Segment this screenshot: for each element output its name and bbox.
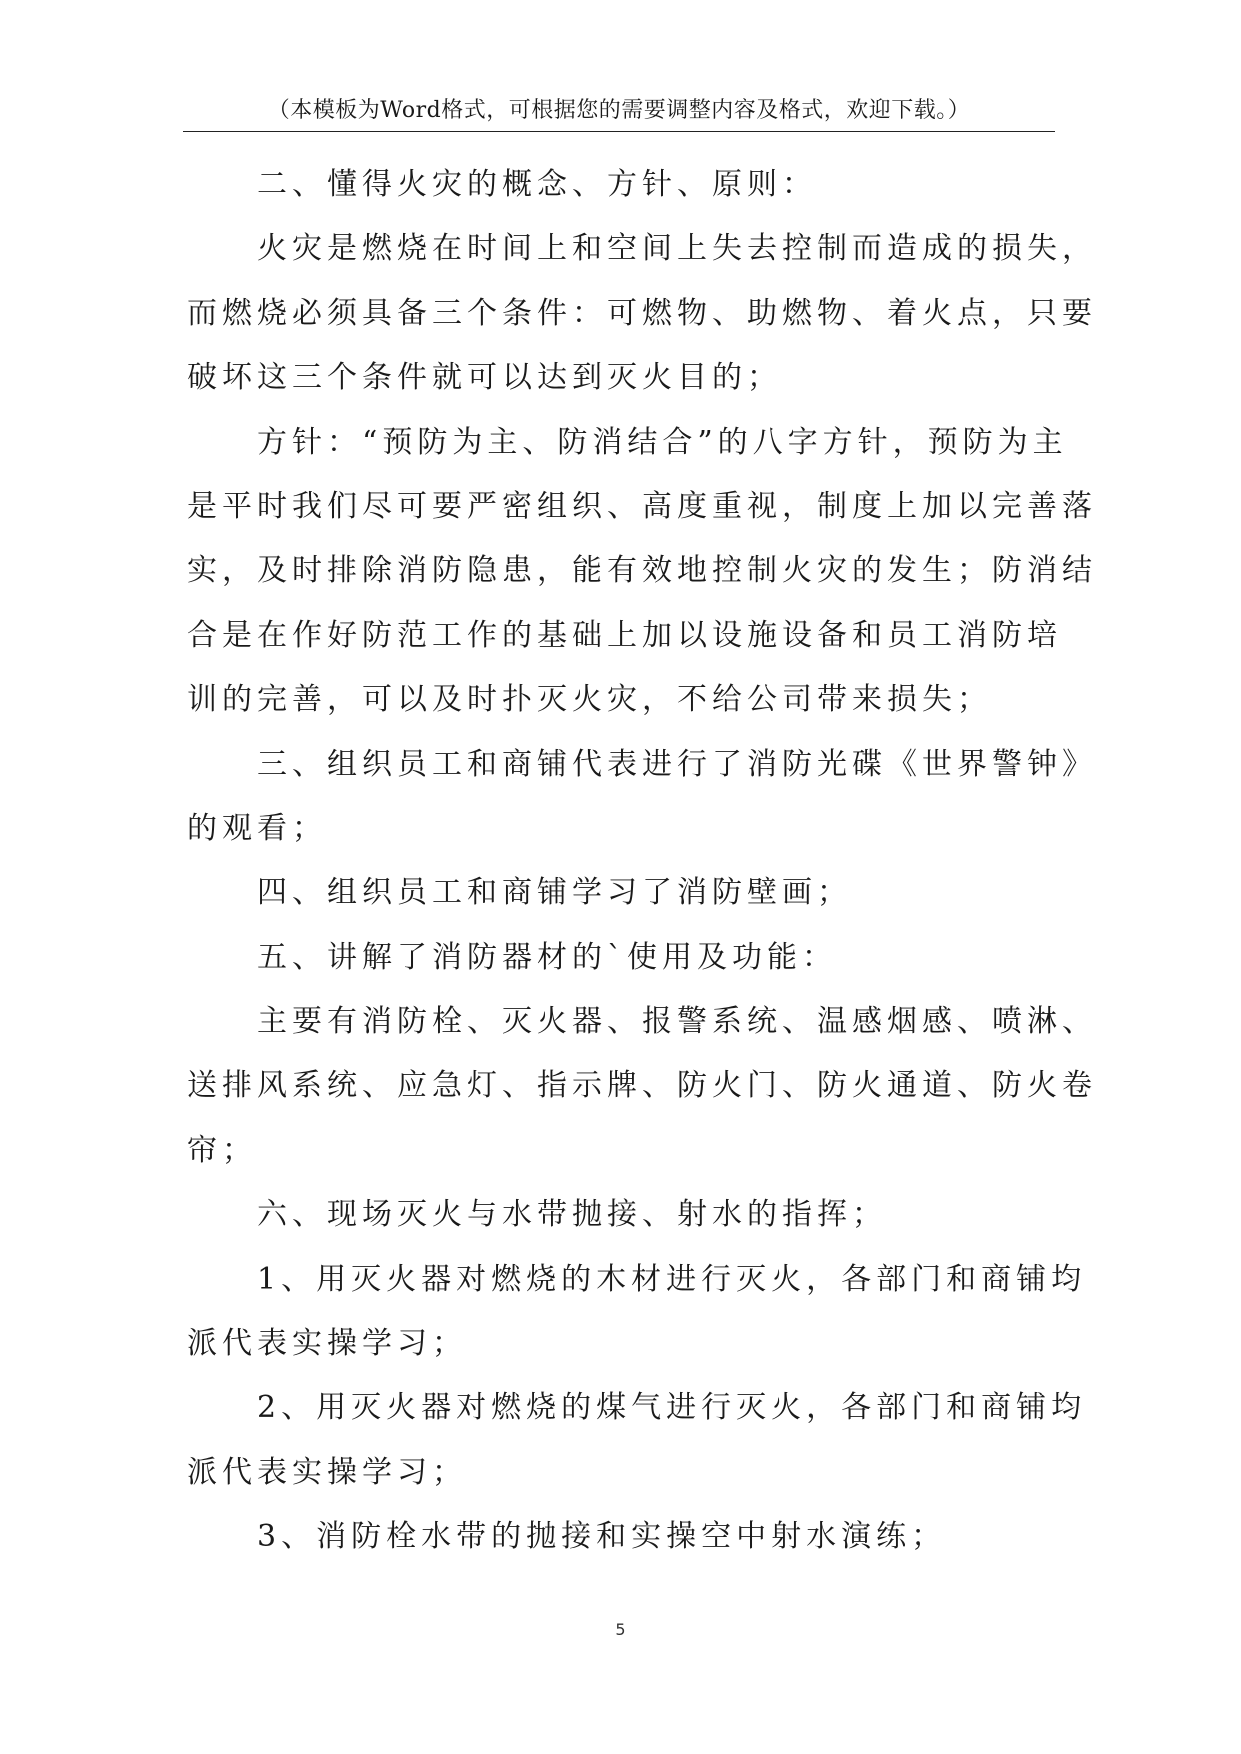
paragraph-line: 是平时我们尽可要严密组织、高度重视，制度上加以完善落 (187, 488, 1097, 524)
paragraph-line: 而燃烧必须具备三个条件：可燃物、助燃物、着火点，只要 (187, 295, 1097, 331)
document-body (187, 153, 1097, 1570)
paragraph-line: 方针：“预防为主、防消结合”的八字方针，预防为主 (257, 424, 1068, 460)
header-divider (183, 131, 1055, 132)
paragraph-line: 合是在作好防范工作的基础上加以设施设备和员工消防培 (187, 617, 1062, 653)
section-heading-4: 四、组织员工和商铺学习了消防壁画； (257, 875, 852, 911)
section-heading-6: 六、现场灭火与水带抛接、射水的指挥； (257, 1197, 887, 1233)
paragraph-line: 火灾是燃烧在时间上和空间上失去控制而造成的损失， (257, 231, 1097, 267)
paragraph-line: 破坏这三个条件就可以达到灭火目的； (187, 360, 782, 396)
paragraph-line: 的观看； (187, 810, 327, 846)
section-heading-5: 五、讲解了消防器材的`使用及功能： (257, 939, 837, 975)
paragraph-line: 实，及时排除消防隐患，能有效地控制火灾的发生；防消结 (187, 553, 1097, 589)
section-heading-3: 三、组织员工和商铺代表进行了消防光碟《世界警钟》 (257, 746, 1097, 782)
paragraph-line: 派代表实操学习； (187, 1454, 467, 1490)
paragraph-line: 训的完善，可以及时扑灭火灾，不给公司带来损失； (187, 682, 992, 718)
list-item-1: 1、用灭火器对燃烧的木材进行灭火，各部门和商铺均 (257, 1261, 1087, 1297)
template-note-header: （本模板为Word格式，可根据您的需要调整内容及格式，欢迎下载。） (267, 98, 971, 123)
paragraph-line: 派代表实操学习； (187, 1326, 467, 1362)
paragraph-line: 帘； (187, 1132, 257, 1168)
section-heading-2: 二、懂得火灾的概念、方针、原则： (257, 167, 817, 202)
paragraph-line: 送排风系统、应急灯、指示牌、防火门、防火通道、防火卷 (187, 1068, 1097, 1104)
page-number: 5 (615, 1620, 626, 1639)
list-item-2: 2、用灭火器对燃烧的煤气进行灭火，各部门和商铺均 (257, 1390, 1087, 1426)
paragraph-line: 主要有消防栓、灭火器、报警系统、温感烟感、喷淋、 (257, 1004, 1097, 1040)
list-item-3: 3、消防栓水带的抛接和实操空中射水演练； (257, 1519, 947, 1555)
